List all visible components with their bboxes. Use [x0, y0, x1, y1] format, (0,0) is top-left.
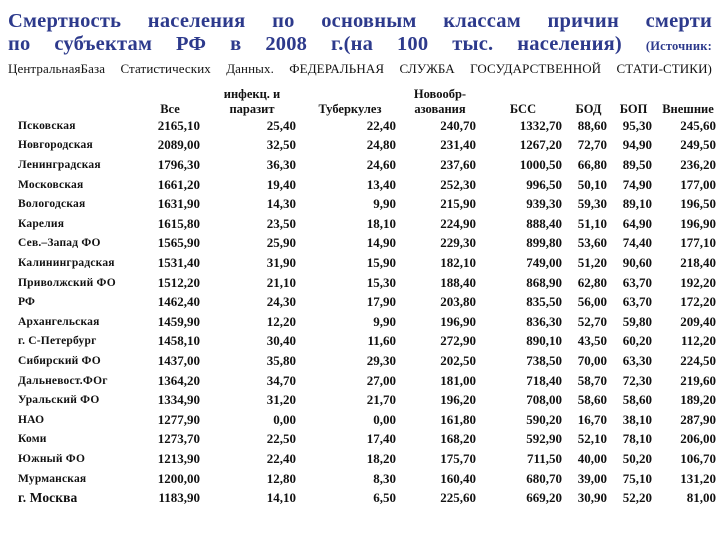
- value-cell: 939,30: [526, 196, 562, 212]
- value-cell: 58,60: [577, 392, 607, 408]
- value-cell: 160,40: [440, 470, 476, 486]
- table-row: [8, 332, 720, 352]
- value-cell: 1462,40: [157, 294, 200, 310]
- value-cell: 249,50: [680, 137, 716, 153]
- value-cell: 708,00: [526, 392, 562, 408]
- value-cell: 60,20: [622, 333, 652, 349]
- value-cell: 50,10: [577, 176, 607, 192]
- value-cell: 1364,20: [157, 372, 200, 388]
- value-cell: 88,60: [577, 117, 607, 133]
- value-cell: 224,90: [440, 215, 476, 231]
- value-cell: 1000,50: [519, 157, 562, 173]
- column-header-all: Все: [160, 101, 180, 116]
- value-cell: 15,30: [366, 274, 396, 290]
- value-cell: 52,10: [577, 431, 607, 447]
- table-row: [8, 488, 720, 508]
- region-cell: г. С-Петербург: [18, 335, 97, 348]
- table-row: [8, 312, 720, 332]
- value-cell: 18,20: [366, 450, 396, 466]
- region-cell: Дальневост.ФОг: [18, 374, 108, 387]
- value-cell: 196,90: [440, 313, 476, 329]
- value-cell: 237,60: [440, 157, 476, 173]
- value-cell: 131,20: [680, 470, 716, 486]
- value-cell: 31,20: [266, 392, 296, 408]
- table-row: [8, 469, 720, 489]
- title-line-1: Смертность населения по основным классам причин смерти: [8, 10, 712, 32]
- value-cell: 17,90: [366, 294, 396, 310]
- value-cell: 835,50: [526, 294, 562, 310]
- value-cell: 106,70: [680, 450, 716, 466]
- value-cell: 30,40: [266, 333, 296, 349]
- value-cell: 70,00: [577, 352, 607, 368]
- value-cell: 215,90: [440, 196, 476, 212]
- table-row: [8, 371, 720, 391]
- value-cell: 1459,90: [157, 313, 200, 329]
- value-cell: 11,60: [367, 333, 396, 349]
- value-cell: 12,80: [266, 470, 296, 486]
- value-cell: 1267,20: [519, 137, 562, 153]
- value-cell: 56,00: [577, 294, 607, 310]
- table-row: [8, 155, 720, 175]
- value-cell: 192,20: [680, 274, 716, 290]
- value-cell: 203,80: [440, 294, 476, 310]
- region-cell: РФ: [18, 296, 36, 309]
- value-cell: 224,50: [680, 352, 716, 368]
- value-cell: 15,90: [366, 255, 396, 271]
- value-cell: 188,40: [440, 274, 476, 290]
- value-cell: 52,70: [577, 313, 607, 329]
- region-cell: Калининградская: [18, 257, 115, 270]
- value-cell: 1183,90: [158, 490, 200, 506]
- value-cell: 9,90: [373, 313, 396, 329]
- table-row: [8, 136, 720, 156]
- table-row: [8, 292, 720, 312]
- region-cell: Вологодская: [18, 198, 86, 211]
- value-cell: 34,70: [266, 372, 296, 388]
- value-cell: 0,00: [273, 411, 296, 427]
- value-cell: 19,40: [266, 176, 296, 192]
- value-cell: 590,20: [526, 411, 562, 427]
- value-cell: 75,10: [622, 470, 652, 486]
- value-cell: 59,30: [577, 196, 607, 212]
- value-cell: 24,60: [366, 157, 396, 173]
- value-cell: 868,90: [526, 274, 562, 290]
- value-cell: 58,60: [622, 392, 652, 408]
- value-cell: 21,10: [266, 274, 296, 290]
- value-cell: 22,40: [266, 450, 296, 466]
- value-cell: 2165,10: [157, 117, 200, 133]
- value-cell: 229,30: [440, 235, 476, 251]
- value-cell: 72,70: [577, 137, 607, 153]
- region-cell: Ленинградская: [18, 159, 101, 172]
- value-cell: 40,00: [577, 450, 607, 466]
- region-cell: г. Москва: [18, 490, 78, 506]
- value-cell: 16,70: [577, 411, 607, 427]
- value-cell: 25,40: [266, 117, 296, 133]
- value-cell: 1565,90: [157, 235, 200, 251]
- value-cell: 78,10: [622, 431, 652, 447]
- region-cell: Приволжский ФО: [18, 276, 116, 289]
- value-cell: 24,30: [266, 294, 296, 310]
- value-cell: 72,30: [622, 372, 652, 388]
- value-cell: 21,70: [366, 392, 396, 408]
- value-cell: 23,50: [266, 215, 296, 231]
- value-cell: 1631,90: [157, 196, 200, 212]
- value-cell: 711,50: [526, 450, 562, 466]
- value-cell: 1334,90: [157, 392, 200, 408]
- value-cell: 888,40: [526, 215, 562, 231]
- value-cell: 1277,90: [157, 411, 200, 427]
- value-cell: 1661,20: [157, 176, 200, 192]
- value-cell: 38,10: [622, 411, 652, 427]
- value-cell: 51,20: [577, 255, 607, 271]
- value-cell: 749,00: [526, 255, 562, 271]
- value-cell: 17,40: [366, 431, 396, 447]
- value-cell: 225,60: [440, 490, 476, 506]
- title-line-2-text: по субъектам РФ в 2008 г.(на 100 тыс. населения): [8, 33, 622, 56]
- value-cell: 22,50: [266, 431, 296, 447]
- value-cell: 81,00: [686, 490, 716, 506]
- value-cell: 22,40: [366, 117, 396, 133]
- region-cell: Карелия: [18, 217, 65, 230]
- value-cell: 680,70: [526, 470, 562, 486]
- region-cell: Уральский ФО: [18, 394, 100, 407]
- table-body: [8, 116, 720, 508]
- value-cell: 196,50: [680, 196, 716, 212]
- value-cell: 272,90: [440, 333, 476, 349]
- value-cell: 172,20: [680, 294, 716, 310]
- value-cell: 206,00: [680, 431, 716, 447]
- value-cell: 996,50: [526, 176, 562, 192]
- region-cell: Московская: [18, 178, 84, 191]
- value-cell: 1531,40: [157, 255, 200, 271]
- value-cell: 14,10: [266, 490, 296, 506]
- value-cell: 287,90: [680, 411, 716, 427]
- table-row: [8, 390, 720, 410]
- value-cell: 90,60: [622, 255, 652, 271]
- value-cell: 252,30: [440, 176, 476, 192]
- table-header: [8, 87, 720, 116]
- value-cell: 25,90: [266, 235, 296, 251]
- value-cell: 1213,90: [157, 450, 200, 466]
- value-cell: 59,80: [622, 313, 652, 329]
- value-cell: 209,40: [680, 313, 716, 329]
- value-cell: 18,10: [366, 215, 396, 231]
- value-cell: 29,30: [366, 352, 396, 368]
- value-cell: 836,30: [526, 313, 562, 329]
- region-cell: Мурманская: [18, 472, 87, 485]
- source-label-inline: (Источник:: [645, 39, 712, 54]
- region-cell: Новгородская: [18, 139, 93, 152]
- table-row: [8, 430, 720, 450]
- value-cell: 1512,20: [157, 274, 200, 290]
- value-cell: 53,60: [577, 235, 607, 251]
- value-cell: 196,90: [680, 215, 716, 231]
- value-cell: 52,20: [622, 490, 652, 506]
- value-cell: 592,90: [526, 431, 562, 447]
- value-cell: 218,40: [680, 255, 716, 271]
- value-cell: 32,50: [266, 137, 296, 153]
- value-cell: 63,70: [622, 274, 652, 290]
- region-cell: Псковская: [18, 119, 76, 132]
- value-cell: 31,90: [266, 255, 296, 271]
- value-cell: 74,40: [622, 235, 652, 251]
- region-cell: Коми: [18, 433, 47, 446]
- value-cell: 74,90: [622, 176, 652, 192]
- value-cell: 196,20: [440, 392, 476, 408]
- value-cell: 14,30: [266, 196, 296, 212]
- value-cell: 202,50: [440, 352, 476, 368]
- value-cell: 240,70: [440, 117, 476, 133]
- value-cell: 30,90: [577, 490, 607, 506]
- value-cell: 182,10: [440, 255, 476, 271]
- value-cell: 62,80: [577, 274, 607, 290]
- value-cell: 12,20: [266, 313, 296, 329]
- value-cell: 177,10: [680, 235, 716, 251]
- value-cell: 27,00: [366, 372, 396, 388]
- column-header-bss: БСС: [509, 101, 537, 116]
- value-cell: 2089,00: [157, 137, 200, 153]
- value-cell: 35,80: [266, 352, 296, 368]
- region-cell: Сев.–Запад ФО: [18, 237, 101, 250]
- column-header-bod: БОД: [575, 101, 602, 116]
- header-row: [8, 87, 720, 116]
- table-row: [8, 351, 720, 371]
- value-cell: 39,00: [577, 470, 607, 486]
- column-header-bop: БОП: [619, 101, 648, 116]
- value-cell: 189,20: [680, 392, 716, 408]
- source-line: ЦентральнаяБаза Статистических Данных. ФЕДЕРАЛЬНАЯ СЛУЖБА ГОСУДАРСТВЕННОЙ СТАТИ-СТИКИ): [8, 61, 712, 77]
- value-cell: 1200,00: [157, 470, 200, 486]
- value-cell: 112,20: [680, 333, 716, 349]
- value-cell: 669,20: [526, 490, 562, 506]
- value-cell: 63,70: [622, 294, 652, 310]
- mortality-table: [8, 87, 720, 508]
- value-cell: 24,80: [366, 137, 396, 153]
- value-cell: 181,00: [440, 372, 476, 388]
- value-cell: 64,90: [622, 215, 652, 231]
- value-cell: 738,50: [526, 352, 562, 368]
- region-cell: НАО: [18, 413, 45, 426]
- table-row: [8, 253, 720, 273]
- value-cell: 1437,00: [157, 352, 200, 368]
- value-cell: 1332,70: [519, 117, 562, 133]
- value-cell: 175,70: [440, 450, 476, 466]
- value-cell: 94,90: [622, 137, 652, 153]
- column-header-external: Внешние: [662, 101, 714, 116]
- value-cell: 89,50: [622, 157, 652, 173]
- table-row: [8, 410, 720, 430]
- value-cell: 219,60: [680, 372, 716, 388]
- region-cell: Южный ФО: [18, 452, 86, 465]
- value-cell: 43,50: [577, 333, 607, 349]
- column-header-region: [8, 87, 136, 116]
- value-cell: 245,60: [680, 117, 716, 133]
- value-cell: 168,20: [440, 431, 476, 447]
- value-cell: 161,80: [440, 411, 476, 427]
- column-header-tuberculosis: Туберкулез: [318, 101, 382, 116]
- value-cell: 50,20: [622, 450, 652, 466]
- value-cell: 177,00: [680, 176, 716, 192]
- value-cell: 1458,10: [157, 333, 200, 349]
- value-cell: 1615,80: [157, 215, 200, 231]
- table-row: [8, 214, 720, 234]
- value-cell: 95,30: [622, 117, 652, 133]
- table-row: [8, 175, 720, 195]
- value-cell: 51,10: [577, 215, 607, 231]
- value-cell: 9,90: [373, 196, 396, 212]
- value-cell: 718,40: [526, 372, 562, 388]
- slide-title: [8, 10, 712, 77]
- value-cell: 899,80: [526, 235, 562, 251]
- value-cell: 58,70: [577, 372, 607, 388]
- value-cell: 236,20: [680, 157, 716, 173]
- value-cell: 14,90: [366, 235, 396, 251]
- value-cell: 890,10: [526, 333, 562, 349]
- value-cell: 0,00: [373, 411, 396, 427]
- table-row: [8, 273, 720, 293]
- value-cell: 89,10: [622, 196, 652, 212]
- table-row: [8, 449, 720, 469]
- table-row: [8, 116, 720, 136]
- table-row: [8, 194, 720, 214]
- value-cell: 36,30: [266, 157, 296, 173]
- value-cell: 66,80: [577, 157, 607, 173]
- value-cell: 13,40: [366, 176, 396, 192]
- region-cell: Архангельская: [18, 315, 100, 328]
- value-cell: 231,40: [440, 137, 476, 153]
- value-cell: 6,50: [373, 490, 396, 506]
- column-header-neoplasms: Новообр- азования: [413, 87, 467, 116]
- title-line-2: [8, 33, 712, 56]
- value-cell: 63,30: [622, 352, 652, 368]
- value-cell: 8,30: [373, 470, 396, 486]
- value-cell: 1796,30: [157, 157, 200, 173]
- value-cell: 1273,70: [157, 431, 200, 447]
- column-header-infect: инфекц. и паразит: [223, 87, 281, 116]
- region-cell: Сибирский ФО: [18, 354, 101, 367]
- table-row: [8, 234, 720, 254]
